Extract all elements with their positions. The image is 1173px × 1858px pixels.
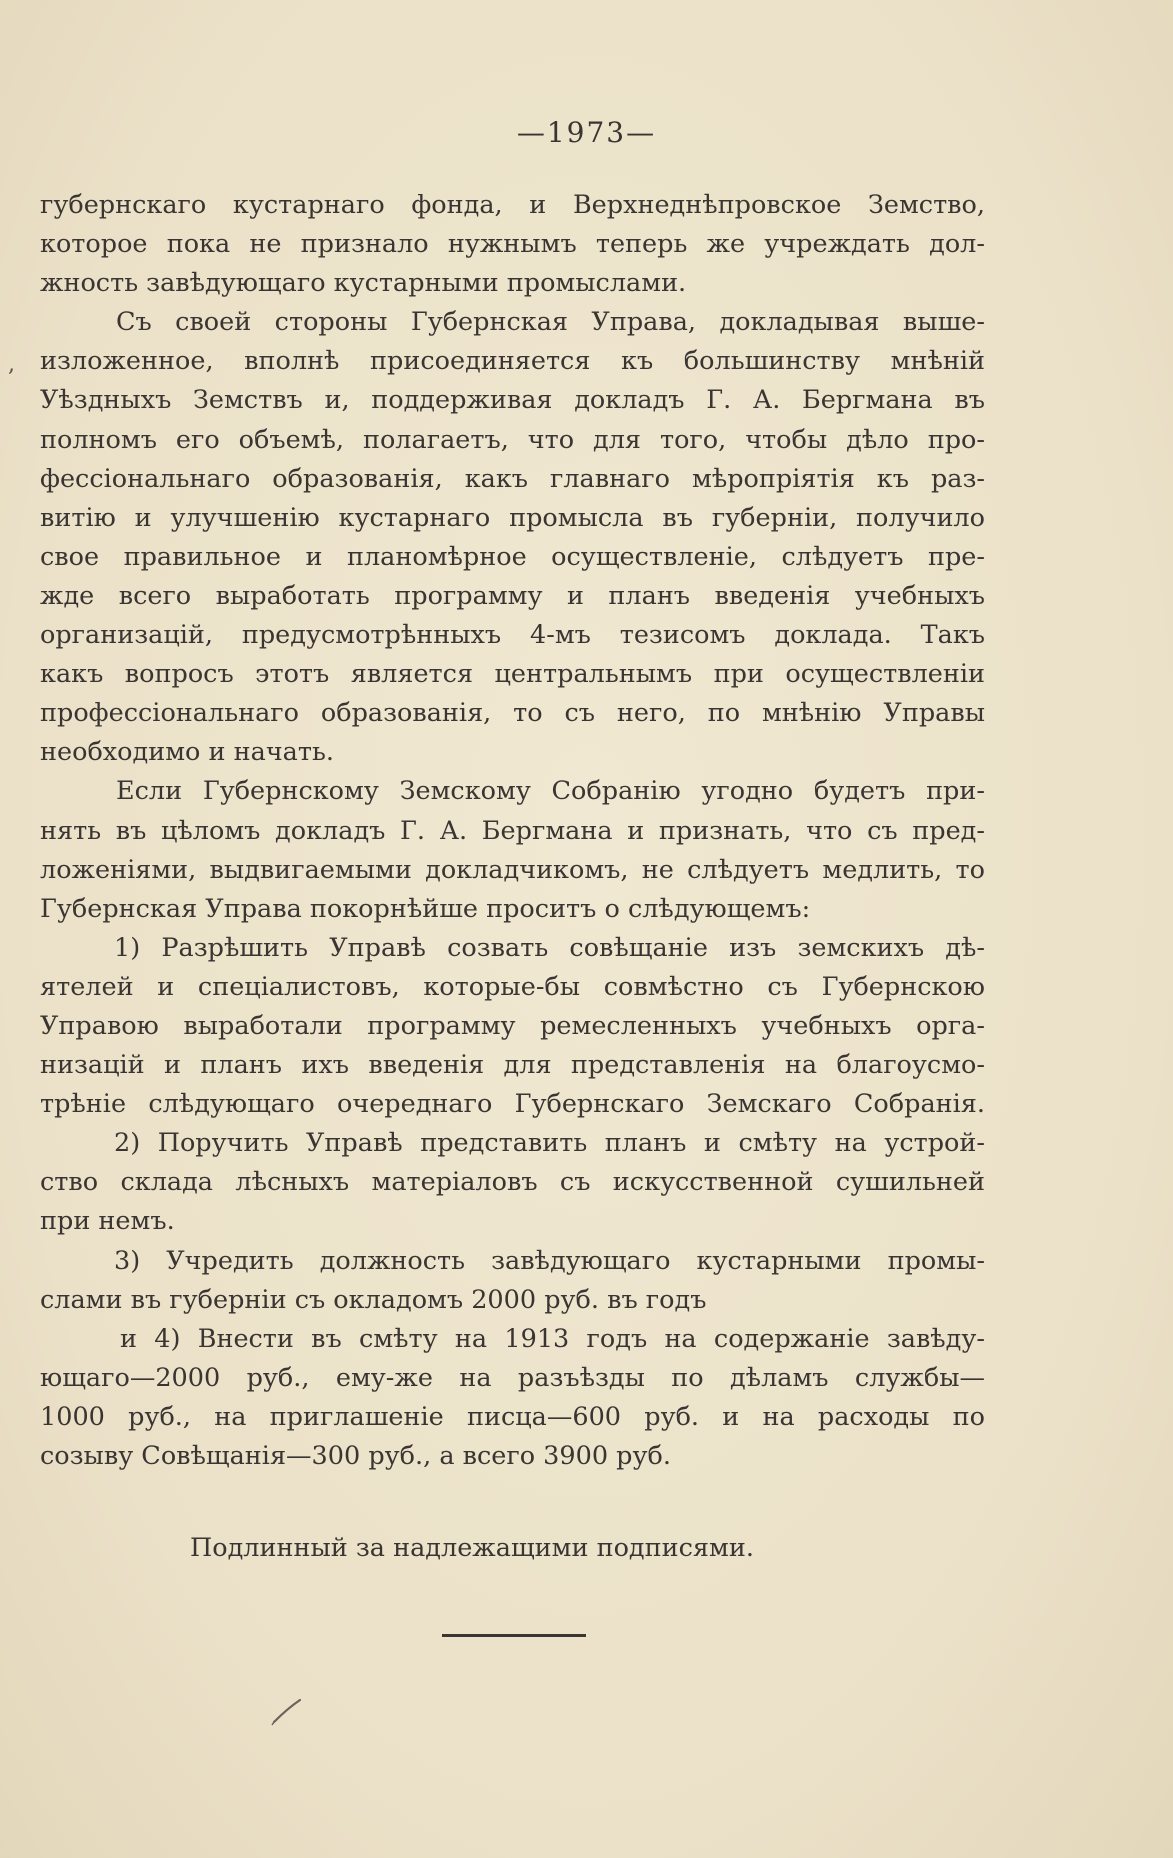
page-number: —1973— — [516, 116, 657, 149]
text-line: Уѣздныхъ Земствъ и, поддерживая докладъ Г. А. Бергмана въ — [40, 385, 985, 416]
text-line: ющаго—2000 руб., ему-же на разъѣзды по дѣламъ службы— — [40, 1362, 985, 1393]
pencil-mark — [270, 1696, 304, 1726]
text-line: 2) Поручить Управѣ представить планъ и смѣту на устрой- — [114, 1128, 985, 1159]
text-line: которое пока не признало нужнымъ теперь же учреждать дол- — [40, 229, 985, 260]
text-line: профессіональнаго образованія, то съ него, по мнѣнію Управы — [40, 698, 985, 729]
text-line: ство склада лѣсныхъ матеріаловъ съ искусственной сушильней — [40, 1167, 985, 1198]
text-line: 1000 руб., на приглашеніе писца—600 руб. и на расходы по — [40, 1401, 985, 1432]
text-line: губернскаго кустарнаго фонда, и Верхнеднѣпровское Земство, — [40, 190, 985, 220]
text-line: 1) Разрѣшить Управѣ созвать совѣщаніе изъ земскихъ дѣ- — [114, 932, 985, 963]
text-line: какъ вопросъ этотъ является центральнымъ при осуществленіи — [40, 659, 985, 690]
text-line: необходимо и начать. — [40, 737, 334, 768]
text-line: витію и улучшенію кустарнаго промысла въ губерніи, получило — [40, 502, 985, 533]
body-text — [40, 186, 985, 1476]
text-line: 3) Учредить должность завѣдующаго кустарными промы- — [114, 1245, 985, 1276]
text-line: слами въ губерніи съ окладомъ 2000 руб. въ годъ — [40, 1284, 707, 1315]
text-line: трѣніе слѣдующаго очереднаго Губернскаго Земскаго Собранія. — [40, 1089, 985, 1120]
text-line: свое правильное и планомѣрное осуществленіе, слѣдуетъ пре- — [40, 541, 985, 572]
text-line: Съ своей стороны Губернская Управа, докладывая выше- — [116, 307, 985, 338]
text-line: жность завѣдующаго кустарными промыслами. — [40, 268, 687, 299]
text-line: созыву Совѣщанія—300 руб., а всего 3900 руб. — [40, 1441, 671, 1471]
margin-mark: , — [8, 352, 15, 377]
text-line: Если Губернскому Земскому Собранію угодно будетъ при- — [116, 776, 985, 807]
text-line: Управою выработали программу ремесленныхъ учебныхъ орга- — [40, 1010, 985, 1041]
text-line: Губернская Управа покорнѣйше проситъ о слѣдующемъ: — [40, 893, 811, 924]
text-line: нять въ цѣломъ докладъ Г. А. Бергмана и признать, что съ пред- — [40, 815, 985, 846]
text-line: при немъ. — [40, 1206, 175, 1237]
text-line: ятелей и спеціалистовъ, которые-бы совмѣстно съ Губернскою — [40, 971, 985, 1002]
text-line: и 4) Внести въ смѣту на 1913 годъ на содержаніе завѣду- — [120, 1323, 985, 1354]
text-line: фессіональнаго образованія, какъ главнаго мѣропріятія къ раз- — [40, 463, 985, 494]
text-line: жде всего выработать программу и планъ введенія учебныхъ — [40, 580, 985, 611]
text-line: полномъ его объемѣ, полагаетъ, что для того, чтобы дѣло про- — [40, 424, 985, 455]
text-line: ложеніями, выдвигаемыми докладчикомъ, не слѣдуетъ медлить, то — [40, 854, 985, 885]
text-line: низацій и планъ ихъ введенія для представленія на благоусмо- — [40, 1050, 985, 1081]
signature-note: Подлинный за надлежащими подписями. — [190, 1533, 754, 1563]
text-line: изложенное, вполнѣ присоединяется къ большинству мнѣній — [40, 346, 985, 377]
text-line: организацій, предусмотрѣнныхъ 4-мъ тезисомъ доклада. Такъ — [40, 620, 985, 651]
closing-rule — [442, 1634, 586, 1637]
